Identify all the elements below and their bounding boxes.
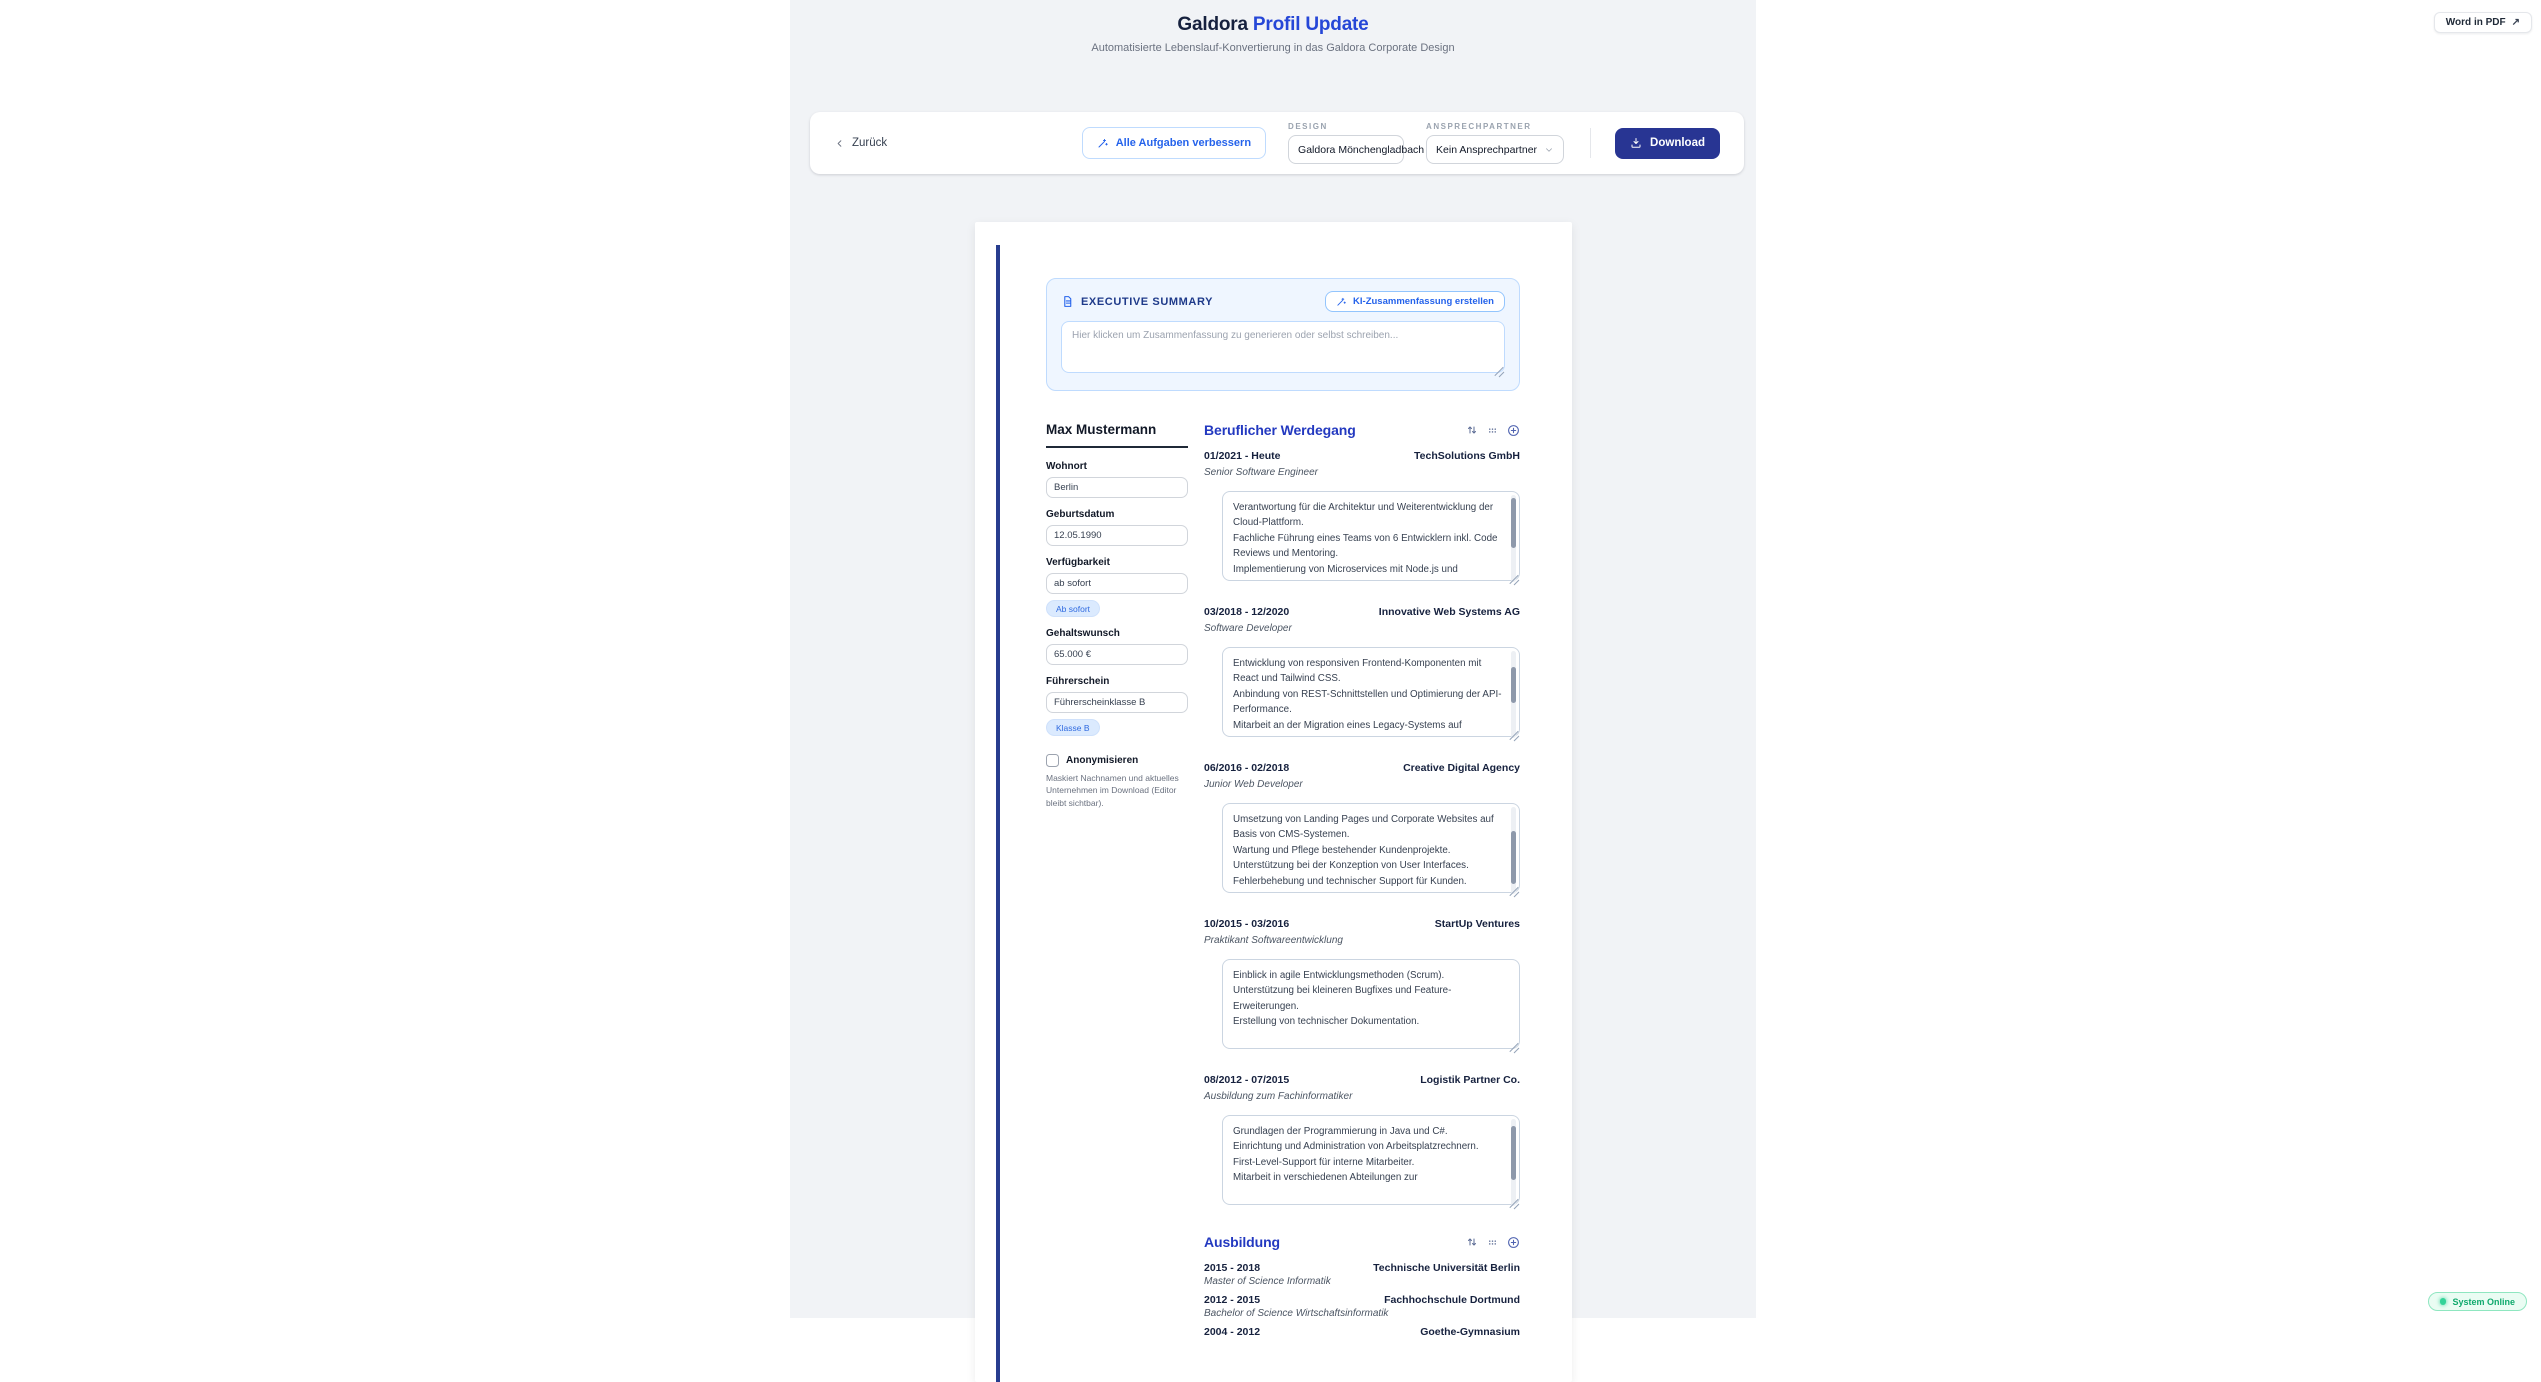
executive-summary-panel: [1046, 278, 1520, 391]
experience-description-textarea[interactable]: [1222, 491, 1520, 581]
experience-description-wrap: [1222, 647, 1520, 742]
resize-grip-icon[interactable]: [1507, 1197, 1518, 1208]
anonymize-label: Anonymisieren: [1066, 755, 1139, 766]
document-accent-bar: [996, 245, 1000, 1382]
education-entry: [1204, 1294, 1520, 1319]
experience-description-textarea[interactable]: [1222, 647, 1520, 737]
experience-entry-titlerow: [1204, 762, 1520, 774]
textarea-scrollbar[interactable]: [1511, 807, 1516, 894]
page-title-accent: Profil Update: [1252, 14, 1369, 35]
experience-entry-titlerow: [1204, 606, 1520, 618]
summary-textarea[interactable]: [1061, 321, 1505, 373]
gehaltswunsch-input[interactable]: [1046, 644, 1188, 665]
contact-select[interactable]: [1426, 135, 1564, 164]
education-section-title: Ausbildung: [1204, 1234, 1280, 1250]
anonymize-block: [1046, 754, 1188, 809]
external-link-icon: ↗: [2511, 17, 2520, 28]
experience-description-textarea[interactable]: [1222, 959, 1520, 1049]
sort-button[interactable]: [1466, 424, 1478, 436]
system-status-label: System Online: [2452, 1296, 2515, 1307]
experience-role: Junior Web Developer: [1204, 779, 1303, 790]
system-status-badge: [2428, 1292, 2527, 1311]
anonymize-hint: Maskiert Nachnamen und aktuelles Unternehmen im Download (Editor bleibt sichtbar).: [1046, 773, 1179, 808]
experience-period: 06/2016 - 02/2018: [1204, 762, 1290, 774]
experience-entry: [1204, 450, 1520, 586]
experience-role: Software Developer: [1204, 623, 1292, 634]
education-degree: Master of Science Informatik: [1204, 1276, 1331, 1287]
experience-period: 10/2015 - 03/2016: [1204, 918, 1290, 930]
field-geburtsdatum: [1046, 509, 1188, 546]
document-icon: [1061, 295, 1074, 308]
design-label: DESIGN: [1288, 122, 1328, 131]
improve-all-label: Alle Aufgaben verbessern: [1115, 137, 1252, 149]
education-entry-titlerow: [1204, 1326, 1520, 1338]
document-content: [1046, 222, 1520, 1345]
experience-role: Ausbildung zum Fachinformatiker: [1204, 1091, 1353, 1102]
download-button[interactable]: [1615, 128, 1720, 159]
education-school: Fachhochschule Dortmund: [1384, 1294, 1520, 1306]
education-entry: [1204, 1326, 1520, 1338]
design-select[interactable]: [1288, 135, 1425, 164]
textarea-scrollbar[interactable]: [1511, 651, 1516, 738]
fuehrerschein-badge: Klasse B: [1046, 719, 1100, 736]
verfuegbarkeit-input[interactable]: [1046, 573, 1188, 594]
anonymize-row[interactable]: [1046, 754, 1188, 767]
experience-company: Innovative Web Systems AG: [1378, 606, 1520, 618]
toolbar-divider: [1590, 128, 1591, 158]
experience-company: Creative Digital Agency: [1403, 762, 1520, 774]
experience-section-title: Beruflicher Werdegang: [1204, 422, 1356, 438]
reorder-button[interactable]: [1487, 1237, 1498, 1248]
executive-summary-title-wrap: [1061, 295, 1213, 308]
experience-period: 01/2021 - Heute: [1204, 450, 1281, 462]
executive-summary-title: EXECUTIVE SUMMARY: [1081, 295, 1214, 308]
fuehrerschein-input[interactable]: [1046, 692, 1188, 713]
experience-description-textarea[interactable]: [1222, 1115, 1520, 1205]
word-in-pdf-label: Word in PDF: [2445, 17, 2506, 28]
education-section-header: [1204, 1234, 1520, 1250]
cv-sections-column: [1204, 422, 1520, 1345]
education-period: 2012 - 2015: [1204, 1294, 1261, 1306]
chevron-down-icon: [1390, 145, 1400, 155]
add-entry-button[interactable]: [1507, 1236, 1520, 1249]
experience-role: Praktikant Softwareentwicklung: [1204, 935, 1343, 946]
sort-icon: [1466, 424, 1478, 436]
profile-sidebar: [1046, 422, 1188, 1345]
add-entry-button[interactable]: [1507, 424, 1520, 437]
page-header: [790, 0, 1756, 54]
experience-entry: [1204, 606, 1520, 742]
experience-description-wrap: [1222, 1115, 1520, 1210]
experience-entry-titlerow: [1204, 1074, 1520, 1086]
download-label: Download: [1650, 137, 1705, 149]
education-entry-titlerow: [1204, 1294, 1520, 1306]
cv-document-card: [975, 222, 1572, 1382]
experience-section-actions: [1466, 424, 1520, 437]
word-in-pdf-button[interactable]: [2434, 12, 2532, 33]
education-school: Goethe-Gymnasium: [1420, 1326, 1520, 1338]
resize-grip-icon[interactable]: [1492, 365, 1503, 376]
experience-period: 08/2012 - 07/2015: [1204, 1074, 1290, 1086]
experience-description-wrap: [1222, 959, 1520, 1054]
field-wohnort: [1046, 461, 1188, 498]
experience-company: Logistik Partner Co.: [1420, 1074, 1520, 1086]
add-circle-icon: [1507, 424, 1520, 437]
back-button[interactable]: [834, 137, 887, 149]
resize-grip-icon[interactable]: [1507, 573, 1518, 584]
contact-group: [1426, 122, 1564, 164]
resize-grip-icon[interactable]: [1507, 1041, 1518, 1052]
education-section: [1204, 1234, 1520, 1338]
field-geburtsdatum-label: Geburtsdatum: [1046, 509, 1115, 520]
page-title-primary: Galdora: [1177, 14, 1248, 35]
education-school: Technische Universität Berlin: [1373, 1262, 1520, 1274]
education-period: 2015 - 2018: [1204, 1262, 1261, 1274]
reorder-button[interactable]: [1487, 425, 1498, 436]
improve-all-button[interactable]: [1082, 127, 1266, 159]
app-background-band: [790, 0, 1756, 1338]
experience-role: Senior Software Engineer: [1204, 467, 1318, 478]
experience-description-wrap: [1222, 803, 1520, 898]
education-section-actions: [1466, 1236, 1520, 1249]
magic-wand-icon: [1336, 296, 1347, 307]
magic-wand-icon: [1097, 137, 1109, 149]
field-fuehrerschein-label: Führerschein: [1046, 676, 1110, 687]
status-dot: [2440, 1298, 2447, 1305]
contact-label: ANSPRECHPARTNER: [1426, 122, 1532, 131]
field-fuehrerschein: [1046, 676, 1188, 736]
resize-grip-icon[interactable]: [1507, 885, 1518, 896]
experience-company: TechSolutions GmbH: [1414, 450, 1520, 462]
experience-entry-titlerow: [1204, 450, 1520, 462]
sort-button[interactable]: [1466, 1236, 1478, 1248]
ai-summary-button[interactable]: [1325, 291, 1505, 312]
resize-grip-icon[interactable]: [1507, 729, 1518, 740]
experience-entry: [1204, 918, 1520, 1054]
toolbar: [810, 112, 1744, 174]
field-gehaltswunsch-label: Gehaltswunsch: [1046, 628, 1120, 639]
education-entry: [1204, 1262, 1520, 1287]
education-degree: Bachelor of Science Wirtschaftsinformatik: [1204, 1308, 1389, 1319]
sort-icon: [1466, 1236, 1478, 1248]
experience-entry-titlerow: [1204, 918, 1520, 930]
experience-entry: [1204, 1074, 1520, 1210]
experience-company: StartUp Ventures: [1434, 918, 1520, 930]
design-group: [1288, 122, 1425, 164]
chevron-left-icon: [834, 138, 845, 149]
page-title: [790, 14, 1756, 36]
design-select-value: Galdora Mönchengladbach: [1298, 143, 1425, 156]
anonymize-checkbox[interactable]: [1046, 754, 1059, 767]
experience-period: 03/2018 - 12/2020: [1204, 606, 1290, 618]
summary-textarea-wrap: [1061, 312, 1505, 378]
wohnort-input[interactable]: [1046, 477, 1188, 498]
textarea-scrollbar[interactable]: [1511, 1119, 1516, 1206]
education-entry-titlerow: [1204, 1262, 1520, 1274]
executive-summary-header: [1061, 291, 1505, 312]
verfuegbarkeit-badge: Ab sofort: [1046, 600, 1100, 617]
page-subtitle: Automatisierte Lebenslauf-Konvertierung in das Galdora Corporate Design: [1091, 42, 1455, 54]
experience-section-header: [1204, 422, 1520, 438]
drag-dots-icon: [1487, 425, 1498, 436]
experience-entry: [1204, 762, 1520, 898]
field-wohnort-label: Wohnort: [1046, 461, 1087, 472]
chevron-down-icon: [1544, 145, 1554, 155]
download-icon: [1630, 137, 1642, 149]
drag-dots-icon: [1487, 1237, 1498, 1248]
education-period: 2004 - 2012: [1204, 1326, 1261, 1338]
cv-main-grid: [1046, 422, 1520, 1345]
textarea-scrollbar[interactable]: [1511, 495, 1516, 582]
add-circle-icon: [1507, 1236, 1520, 1249]
field-verfuegbarkeit: [1046, 557, 1188, 617]
back-label: Zurück: [852, 137, 888, 149]
candidate-name: Max Mustermann: [1046, 422, 1188, 448]
ai-summary-button-label: KI-Zusammenfassung erstellen: [1353, 296, 1494, 307]
geburtsdatum-input[interactable]: [1046, 525, 1188, 546]
contact-select-value: Kein Ansprechpartner: [1436, 143, 1538, 156]
experience-description-textarea[interactable]: [1222, 803, 1520, 893]
experience-description-wrap: [1222, 491, 1520, 586]
field-gehaltswunsch: [1046, 628, 1188, 665]
field-verfuegbarkeit-label: Verfügbarkeit: [1046, 557, 1110, 568]
